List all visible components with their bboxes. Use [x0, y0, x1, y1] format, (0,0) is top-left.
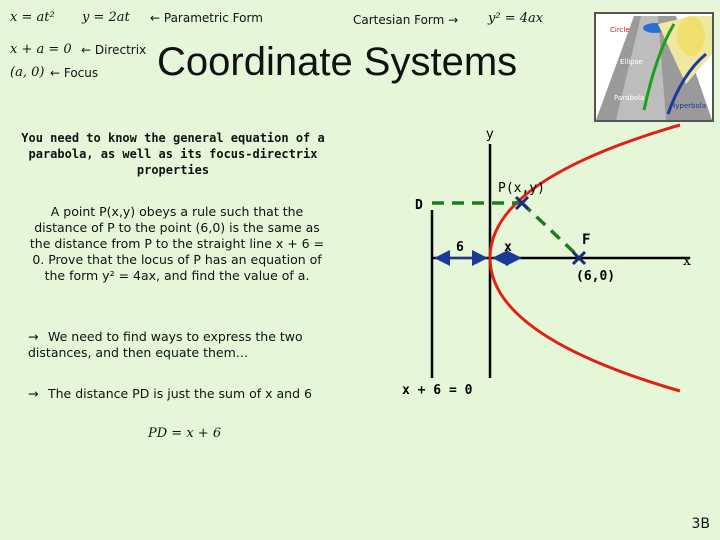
param-eq-y: y = 2at: [82, 10, 130, 25]
bullet-item-2: [28, 386, 328, 402]
arrow-bullet-icon: →: [28, 386, 39, 401]
param-eq-x: x = at²: [10, 10, 55, 25]
point-d-label: D: [415, 198, 423, 213]
page-title: Coordinate Systems: [157, 40, 518, 84]
cone-label-circle: Circle: [610, 26, 630, 34]
directrix-eq: x + a = 0: [10, 42, 72, 57]
x-distance-label: x: [504, 240, 512, 255]
focus-f-label: F: [582, 232, 591, 248]
x-axis-label: x: [683, 253, 691, 269]
focus-eq: (a, 0): [10, 65, 45, 80]
cone-illustration: [596, 14, 712, 120]
directrix-label: ← Directrix: [81, 43, 147, 57]
bullet-text-1: We need to find ways to express the two distances, and then equate them…: [28, 329, 303, 360]
point-p-label: P(x,y): [498, 181, 545, 196]
pf-dashed-line: [522, 203, 579, 257]
cartesian-eq: y² = 4ax: [488, 11, 544, 26]
focus-coordinate-label: (6,0): [576, 269, 616, 284]
arrow-bullet-icon: →: [28, 329, 39, 344]
y-axis-label: y: [486, 127, 494, 142]
conic-sections-image: [594, 12, 714, 122]
intro-text: You need to know the general equation of a parabola, as well as its focus-directrix properties: [21, 131, 325, 177]
focus-label: ← Focus: [50, 66, 99, 80]
bullet-text-2: The distance PD is just the sum of x and 6: [48, 386, 312, 401]
cone-label-hyperbola: Hyperbola: [670, 102, 706, 110]
slide-number: 3B: [691, 516, 710, 532]
problem-statement: A point P(x,y) obeys a rule such that the distance of P to the point (6,0) is the same as the distance from P to the straight line x + 6 = 0. Prove that the locus of P has an equation of the form y² = 4ax, and find the value of a.: [29, 204, 325, 283]
pd-equation: PD = x + 6: [148, 426, 222, 441]
bullet-item-1: [28, 329, 328, 361]
parametric-form-label: ← Parametric Form: [150, 11, 263, 25]
cone-label-ellipse: Ellipse: [620, 58, 643, 66]
cartesian-form-label: Cartesian Form →: [353, 13, 459, 27]
directrix-equation-label: x + 6 = 0: [402, 383, 473, 398]
parabola-diagram: [380, 120, 710, 410]
cone-label-parabola: Parabola: [614, 94, 645, 102]
six-label: 6: [456, 240, 464, 255]
